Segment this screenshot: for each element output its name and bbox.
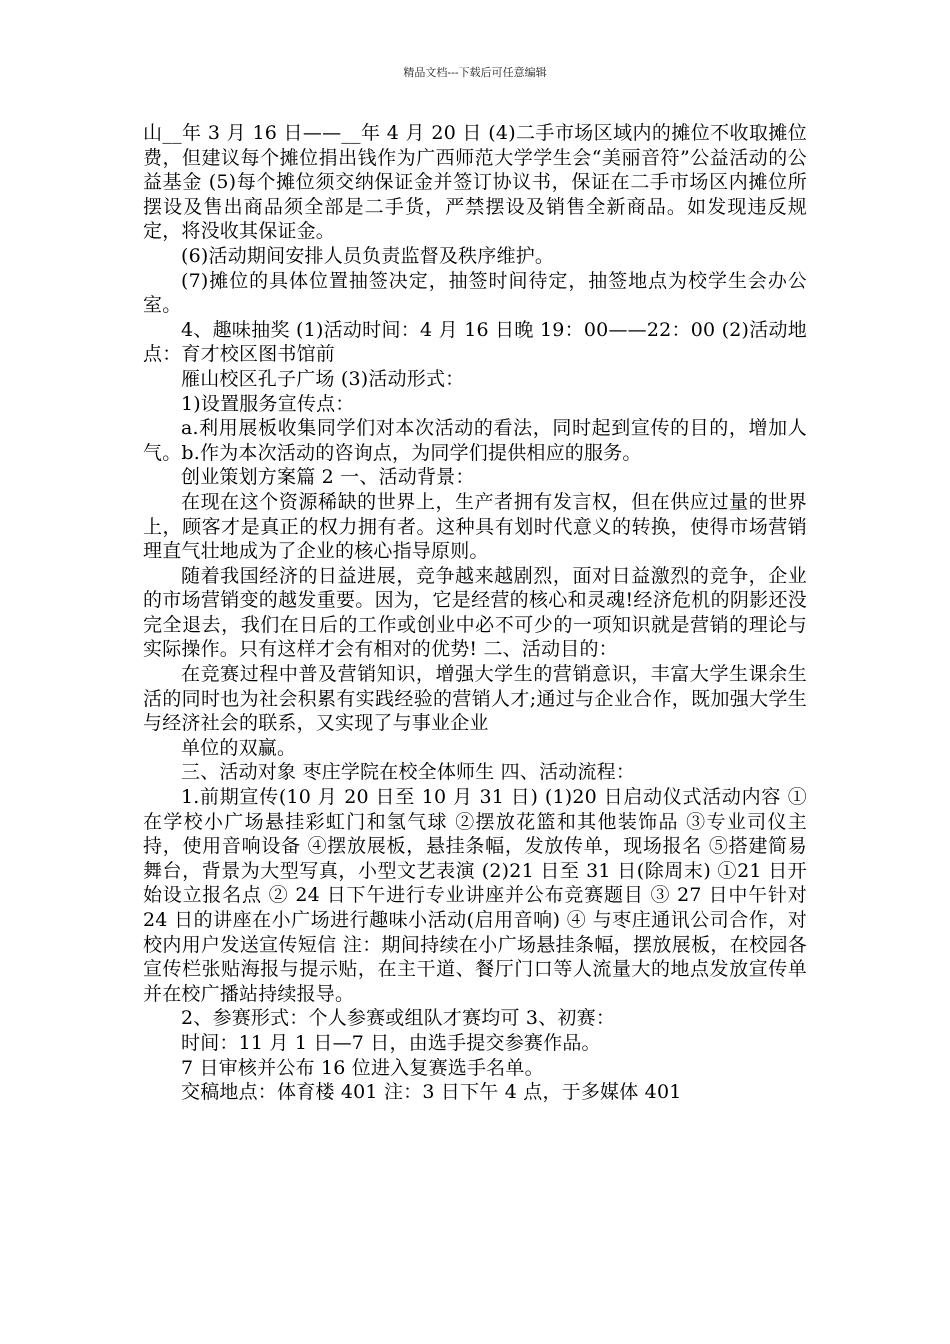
paragraph: 1.前期宣传(10 月 20 日至 10 月 31 日) (1)20 日启动仪式活动内容 ①在学校小广场悬挂彩虹门和氢气球 ②摆放花篮和其他装饰品 ③专业司仪主持，使用音响设备 ④摆放展板，悬挂条幅，发放传单，现场报名 ⑤搭建简易舞台，背景为大型写真，小型文艺表演 (2)21 日至 31 日(除周末) ①21 日开始设立报名点 ② 24 日下午进行专业讲座并公布竞赛题目 ③ 27 日中午针对 24 日的讲座在小广场进行趣味小活动(启用音响) ④ 与枣庄通讯公司合作，对校内用户发送宣传短信 注：期间持续在小广场悬挂条幅，摆放展板，在校园各宣传栏张贴海报与提示贴，在主干道、餐厅门口等人流量大的地点发放宣传单并在校广播站持续报导。 (143, 786, 807, 1005)
paragraph: (6)活动期间安排人员负责监督及秩序维护。 (181, 244, 555, 267)
paragraph: 4、趣味抽奖 (1)活动时间：4 月 16 日晚 19：00——22：00 (2)活动地点：育才校区图书馆前 (143, 318, 807, 366)
paragraph: 时间：11 月 1 日—7 日，由选手提交参赛作品。 (181, 1031, 601, 1054)
section-heading: 创业策划方案篇 2 一、活动背景： (181, 466, 475, 489)
paragraph: 山__年 3 月 16 日——__年 4 月 20 日 (4)二手市场区域内的摊位不收取摊位费，但建议每个摊位捐出钱作为广西师范大学学生会“美丽音符”公益活动的公益基金 (5)每个摊位须交纳保证金并签订协议书，保证在二手市场区内摊位所摆设及售出商品须全部是二手货，严禁摆设及销售全新商品。如发现违反规定，将没收其保证金。 (143, 122, 807, 243)
paragraph: 2、参赛形式：个人参赛或组队才赛均可 3、初赛： (181, 1007, 616, 1030)
paragraph: 在竞赛过程中普及营销知识，增强大学生的营销意识，丰富大学生课余生活的同时也为社会积累有实践经验的营销人才;通过与企业合作，既加强大学生与经济社会的联系，又实现了与事业企业 (143, 663, 807, 735)
paragraph: a.利用展板收集同学们对本次活动的看法，同时起到宣传的目的，增加人气。b.作为本次活动的咨询点，为同学们提供相应的服务。 (143, 417, 807, 464)
paragraph: 7 日审核并公布 16 位进入复赛选手名单。 (181, 1056, 544, 1079)
document-body (143, 121, 807, 1105)
paragraph: 在现在这个资源稀缺的世界上，生产者拥有发言权，但在供应过量的世界上，顾客才是真正的权力拥有者。这种具有划时代意义的转换，使得市场营销理直气壮地成为了企业的核心指导原则。 (143, 490, 807, 563)
paragraph: 单位的双赢。 (181, 736, 297, 759)
paragraph: 1)设置服务宣传点： (181, 392, 355, 415)
paragraph: 三、活动对象 枣庄学院在校全体师生 四、活动流程： (181, 761, 636, 784)
paragraph: 交稿地点：体育楼 401 注：3 日下午 4 点，于多媒体 401 (181, 1081, 682, 1104)
paragraph: 随着我国经济的日益进展，竞争越来越剧烈，面对日益激烈的竞争，企业的市场营销变的越发重要。因为，它是经营的核心和灵魂!经济危机的阴影还没完全退去，我们在日后的工作或创业中必不可少的一项知识就是营销的理论与实际操作。只有这样才会有相对的优势! 二、活动目的： (143, 564, 807, 661)
paragraph: (7)摊位的具体位置抽签决定，抽签时间待定，抽签地点为校学生会办公室。 (143, 269, 807, 317)
paragraph: 雁山校区孔子广场 (3)活动形式： (181, 367, 465, 390)
page-header: 精品文档---下载后可任意编辑 (403, 66, 547, 79)
